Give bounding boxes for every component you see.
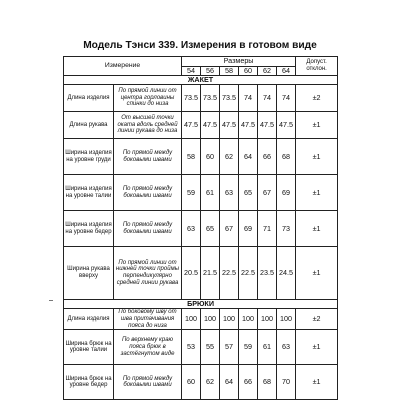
table-row [64, 175, 338, 211]
table-row [64, 85, 338, 112]
measurement-description: По прямой линии от центра горловины спинки до низа [114, 85, 182, 112]
size-value: 47.5 [182, 112, 201, 139]
section-row [64, 300, 338, 309]
size-value: 71 [258, 211, 277, 247]
size-value: 100 [201, 309, 220, 330]
size-value: 59 [182, 175, 201, 211]
table-row [64, 365, 338, 400]
size-value: 65 [201, 211, 220, 247]
size-value: 63 [220, 175, 239, 211]
size-value: 47.5 [258, 112, 277, 139]
size-header: 56 [201, 67, 220, 76]
table-row [64, 139, 338, 175]
size-value: 69 [277, 175, 296, 211]
measurement-description: По прямой между боковыми швами [114, 139, 182, 175]
size-header: 58 [220, 67, 239, 76]
measurement-description: По прямой линии от нижней точки проймы перпендикулярно средней линии рукава [114, 247, 182, 300]
measurement-name: Ширина рукава вверху [64, 247, 114, 300]
size-value: 74 [277, 85, 296, 112]
size-value: 58 [182, 139, 201, 175]
header-row [64, 57, 338, 67]
size-value: 22.5 [239, 247, 258, 300]
measurement-name: Длина рукава [64, 112, 114, 139]
tolerance-value: ±2 [296, 309, 338, 330]
size-value: 55 [201, 330, 220, 365]
measurement-name: Ширина брюк на уровне бедер [64, 365, 114, 400]
size-value: 64 [239, 139, 258, 175]
size-value: 100 [277, 309, 296, 330]
size-value: 100 [258, 309, 277, 330]
tolerance-value: ±1 [296, 365, 338, 400]
tolerance-value: ±1 [296, 211, 338, 247]
size-header: 62 [258, 67, 277, 76]
measurement-name: Длина изделия [64, 85, 114, 112]
size-value: 100 [220, 309, 239, 330]
measurement-description: По прямой между боковыми швами [114, 365, 182, 400]
section-row [64, 76, 338, 85]
tolerance-value: ±1 [296, 175, 338, 211]
measurement-name: Ширина брюк на уровне талии [64, 330, 114, 365]
size-value: 65 [239, 175, 258, 211]
size-value: 61 [201, 175, 220, 211]
size-value: 64 [220, 365, 239, 400]
table-row [64, 211, 338, 247]
table-row [64, 247, 338, 300]
size-value: 66 [258, 139, 277, 175]
size-value: 57 [220, 330, 239, 365]
measurement-description: По верхнему краю пояса брюк в застёгнутом виде [114, 330, 182, 365]
size-value: 68 [258, 365, 277, 400]
size-value: 62 [201, 365, 220, 400]
size-value: 73 [277, 211, 296, 247]
measurement-table [63, 56, 338, 400]
size-value: 100 [239, 309, 258, 330]
measurement-description: По прямой между боковыми швами [114, 175, 182, 211]
tolerance-value: ±1 [296, 330, 338, 365]
measurement-name: Ширина изделия на уровне бедер [64, 211, 114, 247]
section-title: БРЮКИ [64, 300, 338, 309]
size-value: 22.5 [220, 247, 239, 300]
tolerance-value: ±1 [296, 247, 338, 300]
measurement-description: По боковому шву от шва притачивания пояса до низа [114, 309, 182, 330]
tolerance-value: ±2 [296, 85, 338, 112]
table-row [64, 112, 338, 139]
size-header: 60 [239, 67, 258, 76]
size-value: 63 [277, 330, 296, 365]
table-row [64, 330, 338, 365]
size-value: 53 [182, 330, 201, 365]
tolerance-value: ±1 [296, 139, 338, 175]
size-value: 100 [182, 309, 201, 330]
size-value: 61 [258, 330, 277, 365]
size-value: 63 [182, 211, 201, 247]
size-value: 74 [239, 85, 258, 112]
size-value: 68 [277, 139, 296, 175]
size-value: 47.5 [201, 112, 220, 139]
size-value: 21.5 [201, 247, 220, 300]
measurement-description: По прямой между боковыми швами [114, 211, 182, 247]
measurement-description: От высшей точки оката вдоль средней линии рукава до низа [114, 112, 182, 139]
size-value: 60 [182, 365, 201, 400]
size-value: 47.5 [239, 112, 258, 139]
size-value: 73.5 [201, 85, 220, 112]
size-value: 74 [258, 85, 277, 112]
measurement-name: Ширина изделия на уровне груди [64, 139, 114, 175]
measurement-header: Измерение [64, 57, 182, 76]
measurement-name: Ширина изделия на уровне талии [64, 175, 114, 211]
table-row [64, 309, 338, 330]
size-value: 73.5 [182, 85, 201, 112]
size-value: 24.5 [277, 247, 296, 300]
size-header: 64 [277, 67, 296, 76]
size-value: 66 [239, 365, 258, 400]
size-value: 47.5 [277, 112, 296, 139]
scan-mark [49, 300, 53, 301]
tolerance-header: Допуст. отклон. [296, 57, 338, 76]
size-value: 23.5 [258, 247, 277, 300]
measurement-name: Длина изделия [64, 309, 114, 330]
page-title: Модель Тэнси 339. Измерения в готовом виде [83, 40, 317, 51]
size-value: 67 [220, 211, 239, 247]
tolerance-value: ±1 [296, 112, 338, 139]
size-value: 70 [277, 365, 296, 400]
size-value: 62 [220, 139, 239, 175]
size-value: 59 [239, 330, 258, 365]
size-value: 60 [201, 139, 220, 175]
size-value: 67 [258, 175, 277, 211]
size-header: 54 [182, 67, 201, 76]
size-value: 47.5 [220, 112, 239, 139]
sizes-header: Размеры [182, 57, 296, 67]
section-title: ЖАКЕТ [64, 76, 338, 85]
size-value: 69 [239, 211, 258, 247]
size-value: 73.5 [220, 85, 239, 112]
size-value: 20.5 [182, 247, 201, 300]
